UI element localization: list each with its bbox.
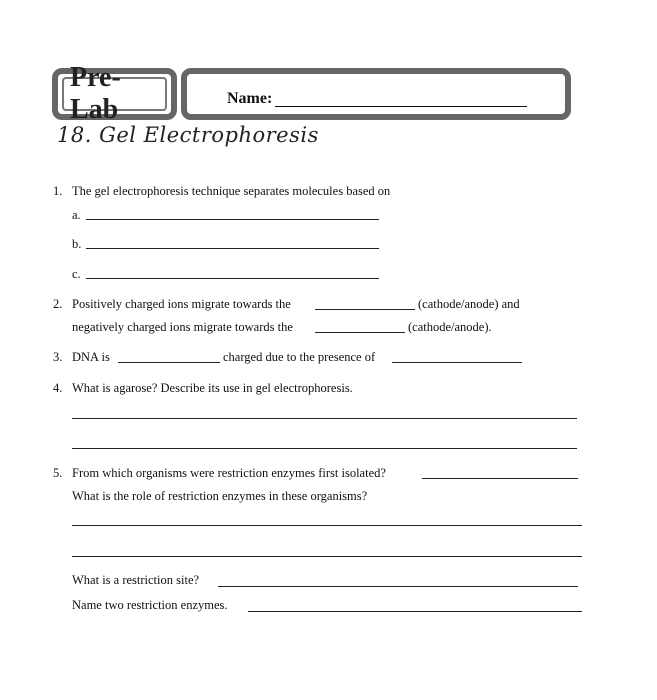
q5-role-line-2[interactable]: [72, 556, 582, 557]
q2-line1-end: (cathode/anode) and: [418, 297, 520, 311]
q2-line1-start: Positively charged ions migrate towards the: [72, 297, 291, 311]
q4-answer-line-2[interactable]: [72, 448, 577, 449]
q3-blank-2[interactable]: [392, 362, 522, 363]
q3-number: 3.: [53, 350, 63, 364]
name-label: Name:: [227, 90, 273, 107]
q2-line2-end: (cathode/anode).: [408, 320, 492, 334]
name-field[interactable]: [275, 106, 527, 107]
q5-site-blank[interactable]: [218, 586, 578, 587]
q1-c-blank[interactable]: [86, 278, 379, 279]
prelab-box: [52, 62, 177, 125]
q4-text: What is agarose? Describe its use in gel electrophoresis.: [72, 381, 353, 395]
q1-b-blank[interactable]: [86, 248, 379, 249]
q1-number: 1.: [53, 184, 63, 198]
q3-start: DNA is: [72, 350, 110, 364]
name-box: [181, 68, 571, 120]
q5-blank-organisms[interactable]: [422, 478, 578, 479]
q5-role-text: What is the role of restriction enzymes in these organisms?: [72, 489, 368, 503]
q5-two-text: Name two restriction enzymes.: [72, 598, 228, 612]
q5-number: 5.: [53, 466, 63, 480]
q2-line2-start: negatively charged ions migrate towards the: [72, 320, 293, 334]
prelab-label: Pre-Lab: [62, 77, 167, 111]
q4-answer-line-1[interactable]: [72, 418, 577, 419]
q5-role-line-1[interactable]: [72, 525, 582, 526]
q2-blank-2[interactable]: [315, 332, 405, 333]
q3-middle: charged due to the presence of: [223, 350, 376, 364]
q2-blank-1[interactable]: [315, 309, 415, 310]
q1-b-label: b.: [72, 237, 82, 251]
q1-a-blank[interactable]: [86, 219, 379, 220]
q5-text: From which organisms were restriction enzymes first isolated?: [72, 466, 386, 480]
page-title: 18. Gel Electrophoresis: [57, 123, 319, 147]
q4-number: 4.: [53, 381, 63, 395]
q2-number: 2.: [53, 297, 63, 311]
q5-site-text: What is a restriction site?: [72, 573, 200, 587]
q3-blank-1[interactable]: [118, 362, 220, 363]
q5-two-blank[interactable]: [248, 611, 582, 612]
q1-c-label: c.: [72, 267, 81, 281]
q1-text: The gel electrophoresis technique separates molecules based on: [72, 184, 391, 198]
q1-a-label: a.: [72, 208, 81, 222]
